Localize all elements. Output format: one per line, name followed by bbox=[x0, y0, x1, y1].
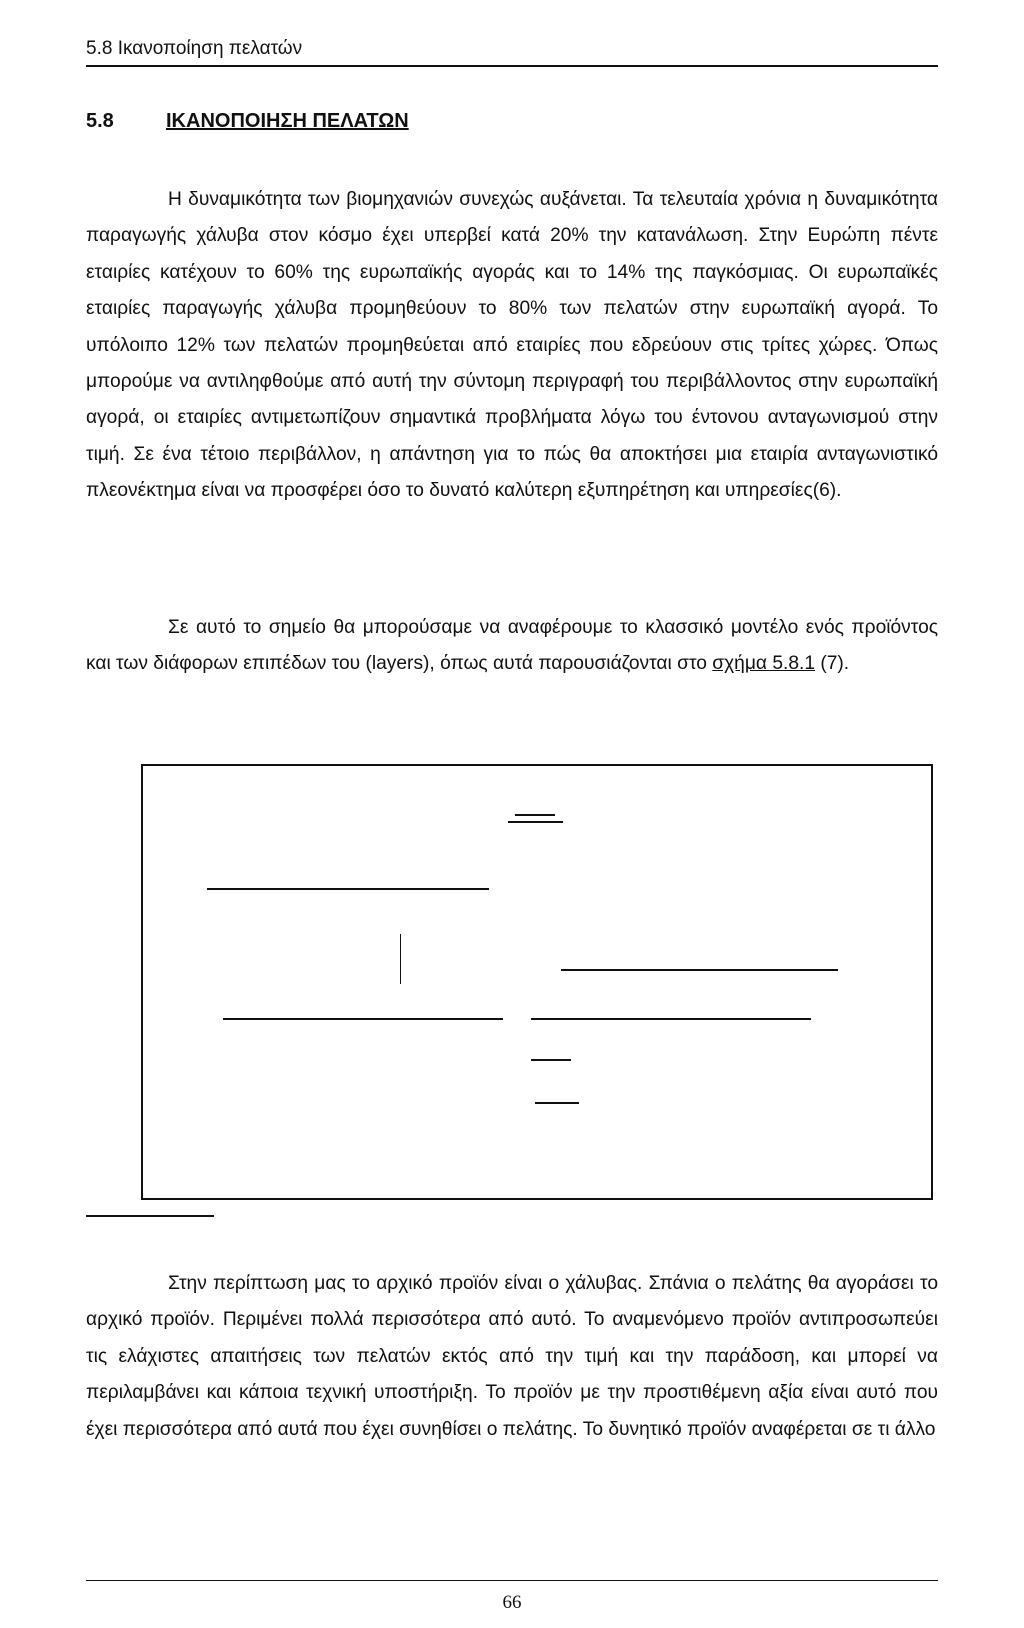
figure-line bbox=[535, 1102, 579, 1104]
paragraph-product-model bbox=[86, 610, 938, 683]
figure-line bbox=[508, 821, 563, 823]
figure-underline bbox=[86, 1215, 214, 1217]
figure-line bbox=[531, 1059, 571, 1061]
header-divider bbox=[86, 65, 938, 67]
figure-line bbox=[531, 1018, 811, 1020]
figure-frame bbox=[141, 764, 933, 1200]
figure-line bbox=[515, 814, 555, 816]
paragraph-intro: Η δυναμικότητα των βιομηχανιών συνεχώς αυξάνεται. Τα τελευταία χρόνια η δυναμικότητα παραγωγής χάλυβα στον κόσμο έχει υπερβεί κατά 20% την κατανάλωση. Στην Ευρώπη πέντε εταιρίες κατέχουν το 60% της ευρωπαϊκής αγοράς και το 14% της παγκόσμιας. Οι ευρωπαϊκές εταιρίες παραγωγής χάλυβα προμηθεύουν το 80% των πελατών στην ευρωπαϊκή αγορά. Το υπόλοιπο 12% των πελατών προμηθεύεται από εταιρίες που εδρεύουν στις τρίτες χώρες. Όπως μπορούμε να αντιληφθούμε από αυτή την σύντομη περιγραφή του περιβάλλοντος στην ευρωπαϊκή αγορά, οι εταιρίες αντιμετωπίζουν σημαντικά προβλήματα λόγω του έντονου ανταγωνισμού στην τιμή. Σε ένα τέτοιο περιβάλλον, η απάντηση για το πώς θα αποκτήσει μια εταιρία ανταγωνιστικό πλεονέκτημα είναι να προσφέρει όσο το δυνατό καλύτερη εξυπηρέτηση και υπηρεσίες(6). bbox=[86, 189, 938, 502]
paragraph-product-model-tail: (7). bbox=[815, 653, 850, 675]
paragraph-steel-product: Στην περίπτωση μας το αρχικό προϊόν είναι ο χάλυβας. Σπάνια ο πελάτης θα αγοράσει το αρχικό προϊόν. Περιμένει πολλά περισσότερα από αυτό. Το αναμενόμενο προϊόν αντιπροσωπεύει τις ελάχιστες απαιτήσεις των πελατών εκτός από την τιμή και την παράδοση, και μπορεί να περιλαμβάνει και κάποια τεχνική υποστήριξη. Το προϊόν με την προστιθέμενη αξία είναι αυτό που έχει περισσότερα από αυτά που έχει συνηθίσει ο πελάτης. Το δυνητικό προϊόν αναφέρεται σε τι άλλο bbox=[86, 1273, 938, 1440]
figure-line bbox=[561, 969, 838, 971]
figure-line bbox=[400, 934, 401, 984]
paragraph-product-model-text: Σε αυτό το σημείο θα μπορούσαμε να αναφέρουμε το κλασσικό μοντέλο ενός προϊόντος και των διάφορων επιπέδων του (layers), όπως αυτά παρουσιάζονται στο bbox=[86, 617, 938, 675]
page-number: 66 bbox=[502, 1592, 522, 1613]
figure-line bbox=[207, 888, 489, 890]
footer-divider bbox=[86, 1580, 938, 1581]
running-header: 5.8 Ικανοποίηση πελατών bbox=[86, 38, 303, 59]
figure-reference-link[interactable]: σχήμα 5.8.1 bbox=[712, 653, 816, 675]
section-title: ΙΚΑΝΟΠΟΙΗΣΗ ΠΕΛΑΤΩΝ bbox=[166, 110, 409, 132]
section-number: 5.8 bbox=[86, 110, 114, 132]
figure-line bbox=[223, 1018, 503, 1020]
